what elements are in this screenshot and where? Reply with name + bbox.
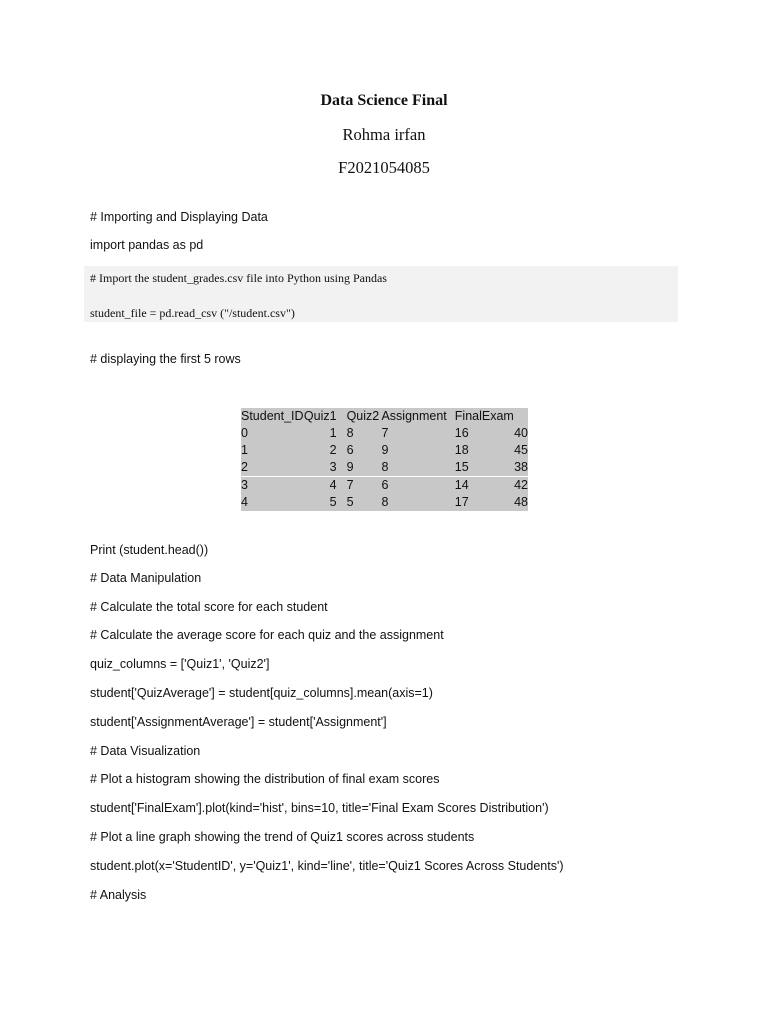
row-index: 0	[241, 426, 248, 440]
table-cell: 18	[454, 443, 469, 457]
code-comment: # Data Manipulation	[90, 571, 202, 585]
code-comment: # Plot a histogram showing the distribution of final exam scores	[90, 772, 440, 786]
table-cell: 16	[454, 426, 469, 440]
table-cell: 9	[381, 443, 389, 457]
table-row	[241, 459, 528, 477]
row-index: 1	[241, 443, 248, 457]
table-cell: 42	[514, 478, 528, 492]
table-cell: 38	[514, 460, 528, 474]
table-header-row	[241, 408, 528, 425]
table-cell: 45	[514, 443, 528, 457]
table-cell: 3	[329, 460, 337, 474]
column-header: Assignment	[381, 409, 447, 423]
table-cell: 8	[381, 495, 389, 509]
code-comment: # Plot a line graph showing the trend of Quiz1 scores across students	[90, 830, 475, 844]
table-cell: 7	[381, 426, 389, 440]
code-line: student.plot(x='StudentID', y='Quiz1', kind='line', title='Quiz1 Scores Across Students')	[90, 859, 564, 873]
code-comment: # Import the student_grades.csv file into Python using Pandas	[90, 271, 387, 285]
table-cell: 2	[329, 443, 337, 457]
table-cell: 9	[346, 460, 354, 474]
column-header: Quiz1	[303, 409, 337, 423]
code-comment: # Importing and Displaying Data	[90, 210, 268, 224]
code-line: student['AssignmentAverage'] = student['Assignment']	[90, 715, 387, 729]
table-cell: 8	[346, 426, 354, 440]
table-cell: 48	[514, 495, 528, 509]
table-cell: 6	[379, 477, 446, 495]
code-line: quiz_columns = ['Quiz1', 'Quiz2']	[90, 657, 270, 671]
code-line: student['QuizAverage'] = student[quiz_columns].mean(axis=1)	[90, 686, 433, 700]
table-row	[241, 442, 528, 459]
column-header: Quiz2	[346, 409, 380, 423]
table-cell: 14	[447, 477, 514, 495]
table-cell: 6	[346, 443, 354, 457]
code-comment: # Calculate the average score for each quiz and the assignment	[90, 628, 444, 642]
code-line: import pandas as pd	[90, 238, 204, 252]
table-cell: 8	[381, 460, 389, 474]
table-cell: 5	[346, 495, 354, 509]
table-cell: 15	[454, 460, 469, 474]
code-block	[84, 266, 678, 322]
code-comment: # displaying the first 5 rows	[90, 352, 241, 366]
document-title: Data Science Final	[320, 92, 448, 109]
table-cell: 7	[339, 477, 380, 495]
code-comment: # Data Visualization	[90, 744, 201, 758]
table-cell: 5	[329, 495, 337, 509]
table-cell: 17	[454, 495, 469, 509]
code-line: student['FinalExam'].plot(kind='hist', bins=10, title='Final Exam Scores Distribution')	[90, 801, 549, 815]
code-line: Print (student.head())	[90, 543, 209, 557]
row-index: 3	[241, 477, 304, 495]
code-comment: # Analysis	[90, 888, 147, 902]
author-name: Rohma irfan	[342, 125, 426, 144]
table-row	[241, 477, 528, 495]
code-comment: # Calculate the total score for each student	[90, 600, 328, 614]
column-header	[514, 408, 528, 425]
row-index: 4	[241, 495, 248, 509]
table-cell: 4	[304, 477, 339, 495]
code-line: student_file = pd.read_csv ("/student.csv")	[90, 306, 295, 320]
table-row	[241, 494, 528, 511]
column-header: Student_ID	[241, 409, 304, 423]
table-row	[241, 425, 528, 442]
registration-number: F2021054085	[338, 158, 430, 177]
table-cell: 1	[329, 426, 337, 440]
row-index: 2	[241, 460, 248, 474]
column-header: FinalExam	[454, 409, 514, 423]
dataframe-table	[241, 408, 528, 511]
table-cell: 40	[514, 426, 528, 440]
